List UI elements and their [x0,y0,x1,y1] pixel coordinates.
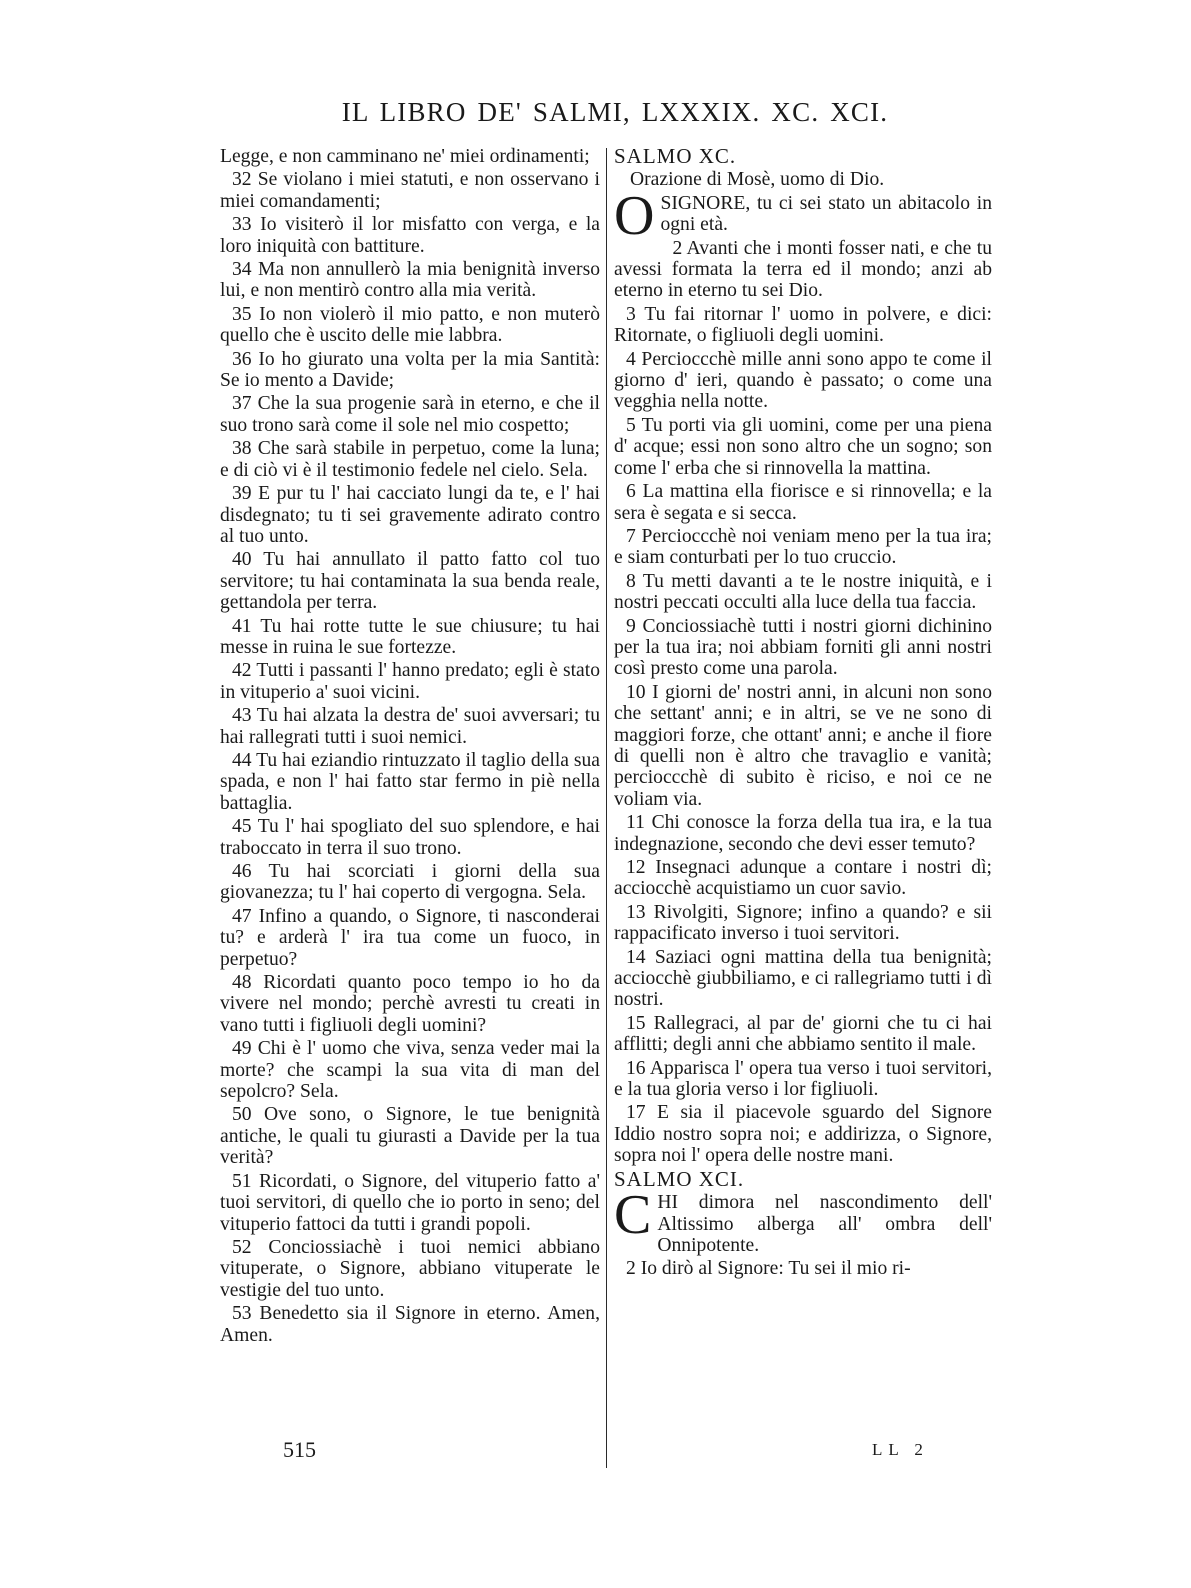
verse: 14 Saziaci ogni mattina della tua benignità; acciocchè giubbiliamo, e ci rallegriamo tutti i dì nostri. [614,946,992,1011]
verse: 32 Se violano i miei statuti, e non osservano i miei comandamenti; [220,169,600,212]
verse-text: HI dimora nel nascondimento dell' Altissimo alberga all' ombra dell' Onnipotente. [657,1192,992,1256]
verse: 10 I giorni de' nostri anni, in alcuni non sono che settant' anni; e in altri, se ve ne sono di maggiori forze, che ottant' anni; e anche il fiore di quelli non è altro che travaglio e vanità; percioccchè di subito è riciso, e noi ce ne voliam via. [614,681,992,810]
psalm-90-verse-1 [614,184,992,247]
verse: Legge, e non camminano ne' miei ordinamenti; [220,146,590,167]
verse-text: SIGNORE, tu ci sei stato un abitacolo in ogni età. [660,192,992,236]
verse: 4 Percioccchè mille anni sono appo te come il giorno d' ieri, quando è passato; o come una vegghia nella notte. [614,348,992,413]
verse: 53 Benedetto sia il Signore in eterno. Amen, Amen. [220,1303,600,1346]
right-column [614,146,992,1282]
verse: 41 Tu hai rotte tutte le sue chiusure; tu hai messe in ruina le sue fortezze. [220,615,600,658]
psalm-90-superscription: Orazione di Mosè, uomo di Dio. [630,169,885,191]
verse: 48 Ricordati quanto poco tempo io ho da vivere nel mondo; perchè avresti tu creati in vano tutti i figliuoli degli uomini? [220,972,600,1036]
page-number: 515 [283,1437,316,1462]
printer-signature: LL 2 [872,1440,929,1459]
verse: 2 Avanti che i monti fosser nati, e che tu avessi formata la terra ed il mondo; anzi ab eterno in eterno tu sei Dio. [614,237,992,302]
verse: 17 E sia il piacevole sguardo del Signore Iddio nostro sopra noi; e addirizza, o Signore, sopra noi l' opera delle nostre mani. [614,1102,992,1167]
verse: 50 Ove sono, o Signore, le tue benignità antiche, le quali tu giurasti a Davide per la tua verità? [220,1104,600,1169]
verse: 39 E pur tu l' hai cacciato lungi da te, e l' hai disdegnato; tu ti sei gravemente adirato contro al tuo unto. [220,483,600,547]
psalm-91-verses [614,1258,992,1279]
verse: 34 Ma non annullerò la mia benignità inverso lui, e non mentirò contro alla mia verità. [220,259,600,302]
verse: 43 Tu hai alzata la destra de' suoi avversari; tu hai rallegrati tutti i suoi nemici. [220,705,600,748]
left-column [220,146,600,1348]
verse: 8 Tu metti davanti a te le nostre iniquità, e i nostri peccati occulti alla luce della tua faccia. [614,570,992,614]
verse: 40 Tu hai annullato il patto fatto col tuo servitore; tu hai contaminata la sua benda reale, gettandola per terra. [220,549,600,614]
verse: 9 Conciossiachè tutti i nostri giorni dichinino per la tua ira; noi abbiam forniti gli anni nostri così presto come una parola. [614,615,992,680]
verse: 33 Io visiterò il lor misfatto con verga, e la loro iniquità con battiture. [220,214,600,257]
verse: 42 Tutti i passanti l' hanno predato; egli è stato in vituperio a' suoi vicini. [220,660,600,703]
psalm-91-title: SALMO XCI. [614,1166,745,1191]
psalm-91-verse-1 [614,1184,992,1256]
verse: 47 Infino a quando, o Signore, ti nasconderai tu? e arderà l' ira tua come un fuoco, in perpetuo? [220,905,600,970]
running-header: IL LIBRO DE' SALMI, LXXXIX. XC. XCI. [341,97,889,127]
verse: 11 Chi conosce la forza della tua ira, e la tua indegnazione, secondo che devi esser temuto? [614,812,992,855]
verse: 15 Rallegraci, al par de' giorni che tu ci hai afflitti; degli anni che abbiamo sentito il male. [614,1012,992,1056]
verse: 36 Io ho giurato una volta per la mia Santità: Se io mento a Davide; [220,348,600,392]
psalm-90-verses [614,238,992,1167]
verse: 7 Percioccchè noi veniam meno per la tua ira; e siam conturbati per lo tuo cruccio. [614,525,992,569]
verse: 49 Chi è l' uomo che viva, senza veder mai la morte? che scampi la sua vita di man del sepolcro? Sela. [220,1038,600,1103]
verse: 16 Apparisca l' opera tua verso i tuoi servitori, e la tua gloria verso i lor figliuoli. [614,1057,992,1101]
verse: 6 La mattina ella fiorisce e si rinnovella; e la sera è segata e si secca. [614,481,992,524]
verse: 35 Io non violerò il mio patto, e non muterò quello che è uscito delle mie labbra. [220,303,600,347]
verse: 13 Rivolgiti, Signore; infino a quando? e sii rappacificato inverso i tuoi servitori. [614,901,992,945]
verse: 52 Conciossiachè i tuoi nemici abbiano vituperate, o Signore, abbiano vituperate le vestigie del tuo unto. [220,1236,600,1301]
drop-cap-letter: O [614,184,655,247]
verse: 45 Tu l' hai spogliato del suo splendore, e hai traboccato in terra il suo trono. [220,816,600,859]
column-divider [606,148,607,1468]
psalm-90-title: SALMO XC. [614,144,737,168]
verse: 12 Insegnaci adunque a contare i nostri dì; acciocchè acquistiamo un cuor savio. [614,857,992,900]
verse: 3 Tu fai ritornar l' uomo in polvere, e dici: Ritornate, o figliuoli degli uomini. [614,303,992,347]
verse: 37 Che la sua progenie sarà in eterno, e che il suo trono sarà come il sole nel mio cospetto; [220,393,600,436]
drop-cap-letter: C [614,1184,652,1247]
verse: 46 Tu hai scorciati i giorni della sua giovanezza; tu l' hai coperto di vergogna. Sela. [220,861,600,904]
verse: 51 Ricordati, o Signore, del vituperio fatto a' tuoi servitori, di quello che io porto in seno; del vituperio fattoci da tutti i grandi popoli. [220,1170,600,1235]
verse: 2 Io dirò al Signore: Tu sei il mio ri- [626,1258,911,1280]
verse: 38 Che sarà stabile in perpetuo, come la luna; e di ciò vi è il testimonio fedele nel cielo. Sela. [220,438,600,481]
verse: 44 Tu hai eziandio rintuzzato il taglio della sua spada, e non l' hai fatto star fermo in piè nella battaglia. [220,749,600,814]
verse: 5 Tu porti via gli uomini, come per una piena d' acque; essi non sono altro che un sogno; son come l' erba che si rinnovella la mattina. [614,414,992,479]
